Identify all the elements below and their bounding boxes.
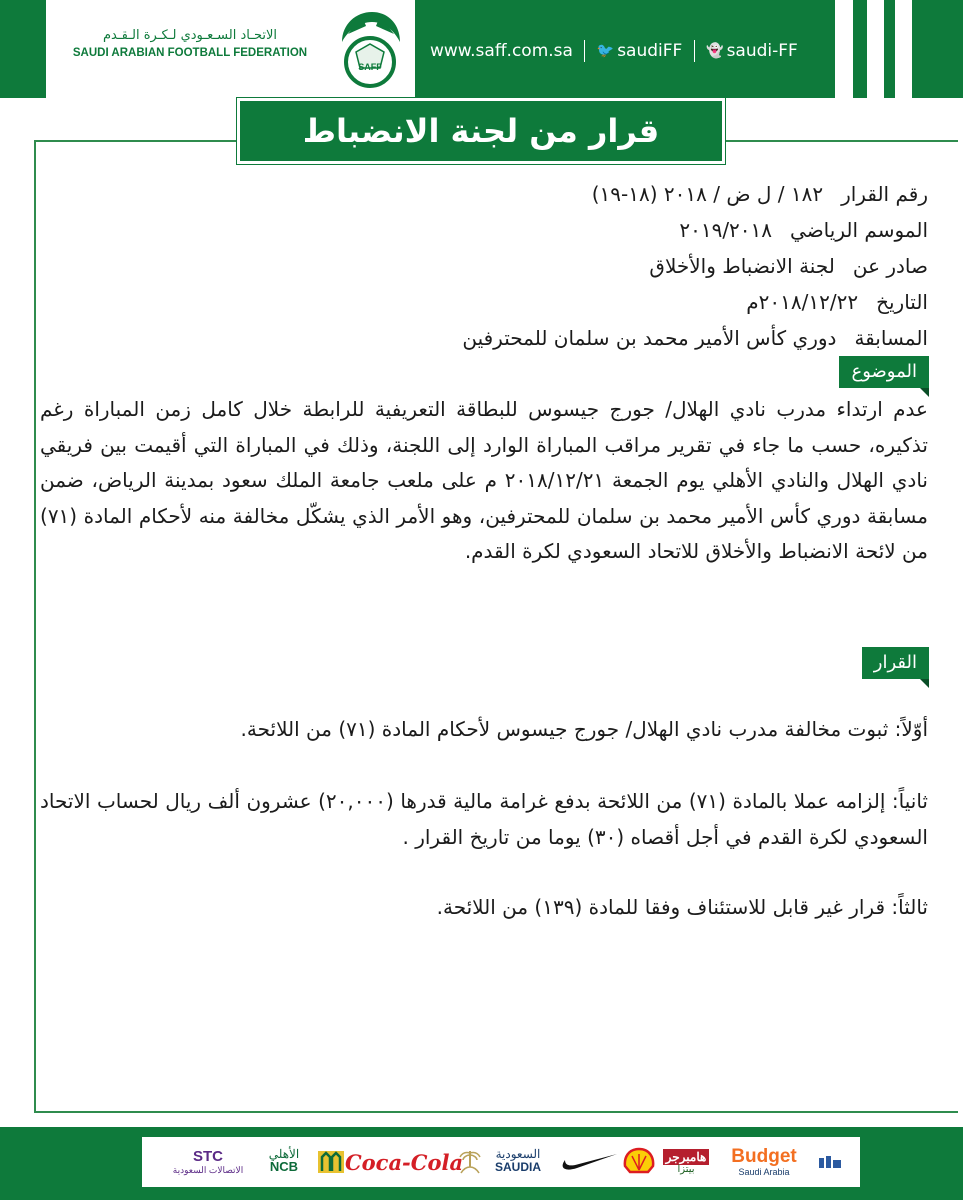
- ahli-en: NCB: [269, 1159, 299, 1174]
- ahli-ar: الأهلي: [268, 1147, 300, 1161]
- sponsor-nike: [556, 1144, 620, 1180]
- ahli-emblem-icon: [316, 1147, 346, 1177]
- shell-icon: [622, 1146, 656, 1178]
- date-label: التاريخ: [876, 290, 928, 314]
- decision-third: ثالثاً: قرار غير قابل للاستئناف وفقا للمادة (١٣٩) من اللائحة.: [436, 895, 928, 919]
- header-stripe: [884, 0, 895, 98]
- issued-by-row: [48, 248, 928, 284]
- federation-name-en: SAUDI ARABIAN FOOTBALL FEDERATION: [72, 47, 308, 59]
- decision-tag: القرار: [862, 647, 929, 679]
- mark-logo-icon: [816, 1150, 844, 1174]
- crest-text: SAFF: [358, 62, 382, 72]
- competition-label: المسابقة: [854, 326, 928, 350]
- stc-logo-text: STC: [193, 1148, 223, 1165]
- sponsor-emblem: [313, 1144, 349, 1180]
- decision-number-row: [48, 176, 928, 212]
- stc-sub: الاتصالات السعودية: [172, 1165, 244, 1175]
- snapchat-handle[interactable]: saudi-FF: [726, 41, 798, 61]
- contact-info: [430, 40, 798, 62]
- subject-text: عدم ارتداء مدرب نادي الهلال/ جورج جيسوس للبطاقة التعريفية للرابطة خلال كامل زمن المباراة رغم تذكيره، حسب ما جاء في تقرير مراقب المباراة الوارد إلى اللجنة، وذلك في المباراة التي أقيمت بين فريقي نادي الهلال والنادي الأهلي يوم الجمعة ٢٠١٨/١٢/٢١ م على ملعب جامعة الملك سعود بمدينة الرياض، ضمن مسابقة دوري كأس الأمير محمد بن سلمان للمحترفين، وهو الأمر الذي يشكّل مخالفة منه لأحكام المادة (٧١) من لائحة الانضباط والأخلاق للاتحاد السعودي لكرة القدم.: [40, 397, 928, 563]
- palm-swords-icon: [458, 1147, 482, 1177]
- snapchat-icon: 👻: [706, 43, 724, 59]
- decision-number-label: رقم القرار: [841, 182, 928, 206]
- issued-by-value: لجنة الانضباط والأخلاق: [649, 254, 835, 278]
- federation-name-ar: الاتحـاد السـعـودي لـكـرة الـقـدم: [102, 28, 278, 43]
- hamburger-bottom: بيتزا: [677, 1164, 695, 1175]
- nike-swoosh-icon: [557, 1150, 619, 1174]
- hamburger-top: هامبرجر: [663, 1149, 710, 1165]
- sponsor-palm: [456, 1144, 484, 1180]
- decision-number-value: ١٨٢ / ل ض / ٢٠١٨ (١٨-١٩): [591, 182, 824, 206]
- saudia-ar: السعودية: [495, 1147, 541, 1161]
- decision-tag-fold: [920, 679, 929, 688]
- sponsor-shell: [620, 1144, 658, 1180]
- season-value: ٢٠١٩/٢٠١٨: [679, 218, 773, 242]
- competition-value: دوري كأس الأمير محمد بن سلمان للمحترفين: [462, 326, 837, 350]
- subject-tag: الموضوع: [839, 356, 929, 388]
- sponsor-budget: [716, 1144, 812, 1180]
- sponsor-ahli: [258, 1144, 310, 1180]
- cocacola-logo-text: Coca-Cola: [344, 1149, 464, 1175]
- twitter-icon: 🐦: [596, 43, 615, 59]
- date-row: [48, 284, 928, 320]
- sponsor-stc: [168, 1144, 248, 1180]
- saff-logo: [332, 8, 408, 92]
- budget-logo-text: Budget: [731, 1146, 797, 1167]
- sponsor-mark: [814, 1144, 846, 1180]
- website-link[interactable]: www.saff.com.sa: [430, 41, 573, 61]
- twitter-handle[interactable]: saudiFF: [617, 41, 683, 61]
- decision-second: ثانياً: إلزامه عملا بالمادة (٧١) من اللائحة بدفع غرامة مالية قدرها (٢٠,٠٠٠) عشرون ألف ريال لحساب الاتحاد السعودي لكرة القدم في أجل أقصاه (٣٠) يوما من تاريخ القرار .: [40, 789, 928, 849]
- sponsor-saudia: [486, 1144, 550, 1180]
- decision-meta: [48, 176, 928, 356]
- header-stripe: [0, 0, 46, 98]
- season-row: [48, 212, 928, 248]
- header-stripe: [853, 0, 867, 98]
- page-title: قرار من لجنة الانضباط والأخلاق: [237, 98, 725, 164]
- sponsor-hamburger: [658, 1144, 714, 1180]
- federation-name: [64, 28, 316, 59]
- date-value: ٢٠١٨/١٢/٢٢م: [746, 290, 859, 314]
- saudia-en: SAUDIA: [494, 1160, 541, 1174]
- budget-sub: Saudi Arabia: [738, 1167, 790, 1177]
- competition-row: [48, 320, 928, 356]
- decision-first: أوّلاً: ثبوت مخالفة مدرب نادي الهلال/ جورج جيسوس لأحكام المادة (٧١) من اللائحة.: [240, 717, 928, 741]
- header-stripe: [912, 0, 963, 98]
- season-label: الموسم الرياضي: [790, 218, 928, 242]
- sponsor-cocacola: [344, 1144, 464, 1180]
- issued-by-label: صادر عن: [852, 254, 928, 278]
